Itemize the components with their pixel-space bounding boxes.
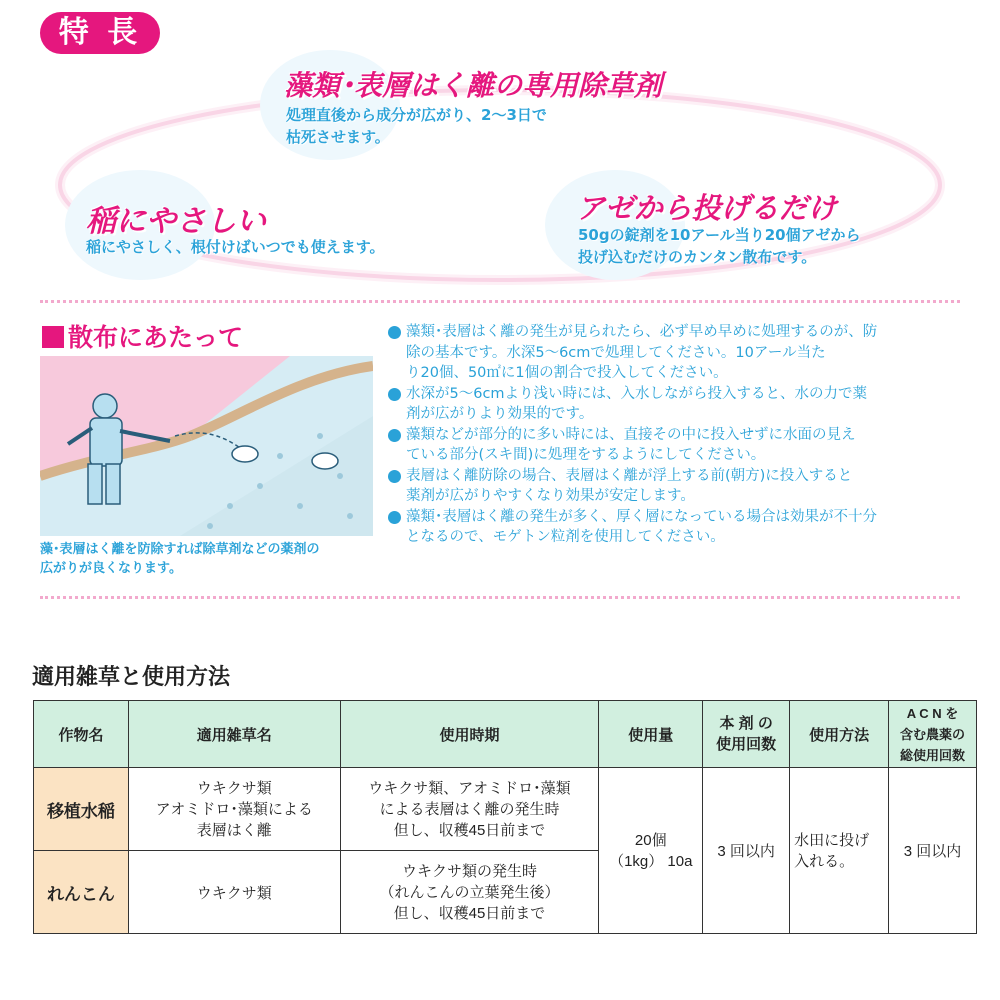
usage-table-title: 適用雑草と使用方法 (32, 665, 231, 690)
note-item: 水深が5～6cmより浅い時には、入水しながら投入すると、水の力で薬 剤が広がりより効果的です。 (388, 384, 963, 425)
header-acn: A C N を 含む農薬の 総使用回数 (889, 701, 977, 768)
header-timing: 使用時期 (340, 701, 599, 768)
header-weeds: 適用雑草名 (128, 701, 340, 768)
crop-cell: 移植水稲 (34, 768, 129, 851)
amount-cell: 20個 （1kg） 10a (599, 768, 703, 934)
feature-title-3: アゼから投げるだけ (576, 191, 837, 225)
application-notes (388, 322, 963, 548)
note-item: 藻類などが部分的に多い時には、直接その中に投入せずに水面の見え ている部分(スキ間)に処理をするようにしてください。 (388, 425, 963, 466)
bullet-icon (388, 511, 401, 524)
feature-body-3: 50gの錠剤を10アール当り20個アゼから 投げ込むだけのカンタン散布です。 (578, 226, 861, 266)
feature-body-2: 稲にやさしく、根付けばいつでも使えます。 (86, 238, 385, 256)
weeds-cell: ウキクサ類 (128, 851, 340, 934)
application-title: 散布にあたって (42, 318, 243, 354)
weeds-cell: ウキクサ類 アオミドロ･藻類による 表層はく離 (128, 768, 340, 851)
square-icon (42, 326, 64, 348)
usage-table (33, 700, 977, 934)
note-item: 表層はく離防除の場合、表層はく離が浮上する前(朝方)に投入すると 薬剤が広がりやすくなり効果が安定します。 (388, 466, 963, 507)
table-header-row (34, 701, 977, 768)
feature-body-1: 処理直後から成分が広がり、2～3日で 枯死させます。 (286, 106, 547, 146)
features-badge: 特 長 (40, 12, 160, 54)
feature-title-1: 藻類･表層はく離の専用除草剤 (284, 69, 663, 102)
header-crop: 作物名 (34, 701, 129, 768)
acn-cell: 3 回以内 (889, 768, 977, 934)
header-times: 本 剤 の 使用回数 (703, 701, 790, 768)
header-method: 使用方法 (790, 701, 889, 768)
timing-cell: ウキクサ類の発生時 （れんこんの立葉発生後） 但し、収穫45日前まで (340, 851, 599, 934)
note-item: 藻類･表層はく離の発生が多く、厚く層になっている場合は効果が不十分 となるので、モゲトン粒剤を使用してください。 (388, 507, 963, 548)
illustration-caption: 藻･表層はく離を防除すれば除草剤などの薬剤の 広がりが良くなります。 (40, 542, 320, 576)
divider-top (40, 300, 960, 303)
note-item: 藻類･表層はく離の発生が見られたら、必ず早め早めに処理するのが、防 除の基本です。水深5～6cmで処理してください。10アール当た り20個、50㎡に1個の割合で投入してください。 (388, 322, 963, 384)
bullet-icon (388, 388, 401, 401)
times-cell: 3 回以内 (703, 768, 790, 934)
table-row (34, 768, 977, 851)
bullet-icon (388, 429, 401, 442)
bullet-icon (388, 470, 401, 483)
spraying-illustration (40, 356, 373, 536)
feature-title-2: 稲にやさしい (86, 204, 266, 239)
divider-bottom (40, 596, 960, 599)
crop-cell: れんこん (34, 851, 129, 934)
timing-cell: ウキクサ類、アオミドロ･藻類 による表層はく離の発生時 但し、収穫45日前まで (340, 768, 599, 851)
bullet-icon (388, 326, 401, 339)
header-amount: 使用量 (599, 701, 703, 768)
method-cell: 水田に投げ 入れる。 (790, 768, 889, 934)
